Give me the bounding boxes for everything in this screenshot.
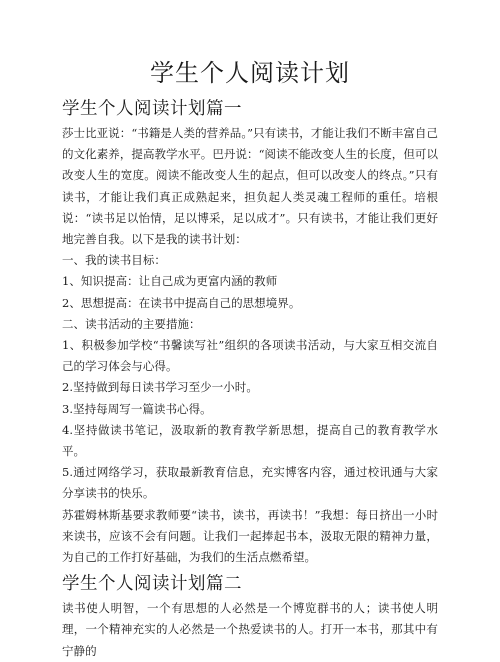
measure-item: 2.坚持做到每日读书学习至少一小时。 [62, 380, 258, 395]
intro-paragraph: 莎士比亚说：“书籍是人类的营养品。”只有读书，才能让我们不断丰富自己的文化素养，提高教学水平。巴丹说：“阅读不能改变人生的长度，但可以改变人生的宽度。阅读不能改变人生的起点，但可以改变人的终点。”只有读书，才能让我们真正成熟起来，担负起人类灵魂工程师的重任。培根说：“读书足以怡情，足以博采，足以成才”。只有读书，才能让我们更好地完善自我。以下是我的读书计划： [62, 126, 438, 247]
section-heading: 学生个人阅读计划篇二 [62, 574, 242, 595]
measure-item: 4.坚持做读书笔记，汲取新的教育教学新思想，提高自己的教育教学水平。 [62, 422, 438, 459]
goal-item: 1、知识提高：让自己成为更富内涵的教师 [62, 274, 278, 289]
intro-paragraph: 读书使人明智，一个有思想的人必然是一个博览群书的人；读书使人明理，一个精神充实的人必然是一个热爱读书的人。打开一本书，那其中有宁静的 [62, 601, 438, 658]
goals-heading: 一、我的读书目标： [62, 253, 166, 268]
document-title: 学生个人阅读计划 [150, 59, 350, 87]
measure-item: 3.坚持每周写一篇读书心得。 [62, 401, 212, 416]
section-one [62, 95, 438, 568]
goal-item: 2、思想提高：在读书中提高自己的思想境界。 [62, 295, 301, 310]
closing-paragraph: 苏霍姆林斯基要求教师要“读书，读书，再读书！”我想：每日挤出一小时来读书，应该不会有问题。让我们一起捧起书本，汲取无限的精神力量，为自己的工作打好基础，为我们的生活点燃希望。 [62, 507, 438, 565]
section-heading: 学生个人阅读计划篇一 [62, 99, 242, 119]
section-two [62, 570, 438, 662]
measures-heading: 二、读书活动的主要措施： [62, 316, 201, 331]
measure-item: 5.通过网络学习，获取最新教育信息，充实博客内容，通过校讯通与大家分享读书的快乐。 [62, 465, 438, 501]
measure-item: 1、积极参加学校“书馨读写社”组织的各项读书活动，与大家互相交流自己的学习体会与心得。 [62, 338, 438, 374]
